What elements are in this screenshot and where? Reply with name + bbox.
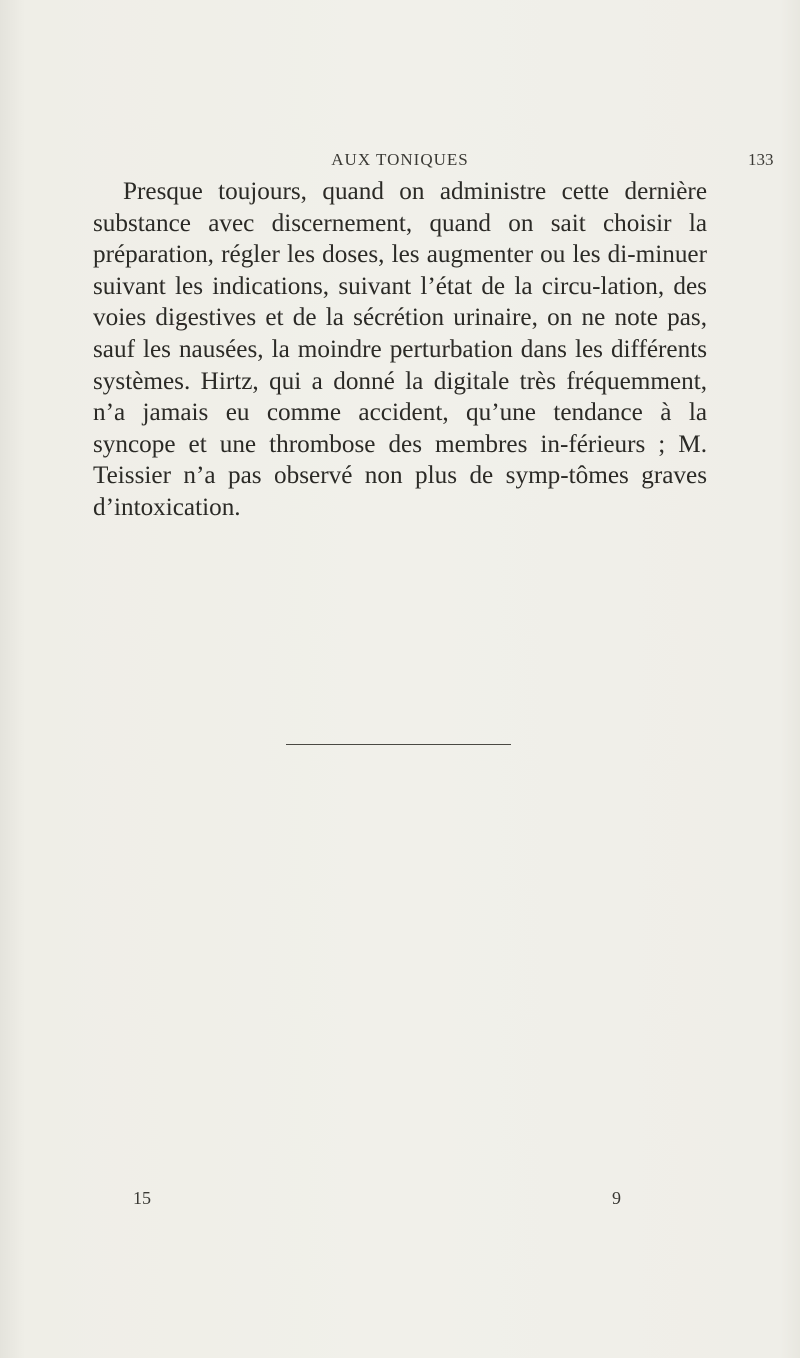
body-paragraph: Presque toujours, quand on administre cette dernière substance avec discernement, quand on sait choisir la préparation, régler les doses, les augmenter ou les di-minuer suivant les indications, suivant l’état de la circu-lation, des voies digestives et de la sécrétion urinaire, on ne note pas, sauf les nausées, la moindre perturbation dans les différents systèmes. Hirtz, qui a donné la digitale très fréquemment, n’a jamais eu comme accident, qu’une tendance à la syncope et une thrombose des membres in-férieurs ; M. Teissier n’a pas observé non plus de symp-tômes graves d’intoxication.: [93, 178, 707, 521]
printer-signature-mark: 15: [133, 1188, 151, 1208]
gathering-signature-mark: 9: [612, 1188, 621, 1208]
section-end-rule: [286, 744, 511, 745]
running-head-title: AUX TONIQUES: [331, 150, 469, 169]
page-number: 133: [748, 150, 774, 169]
